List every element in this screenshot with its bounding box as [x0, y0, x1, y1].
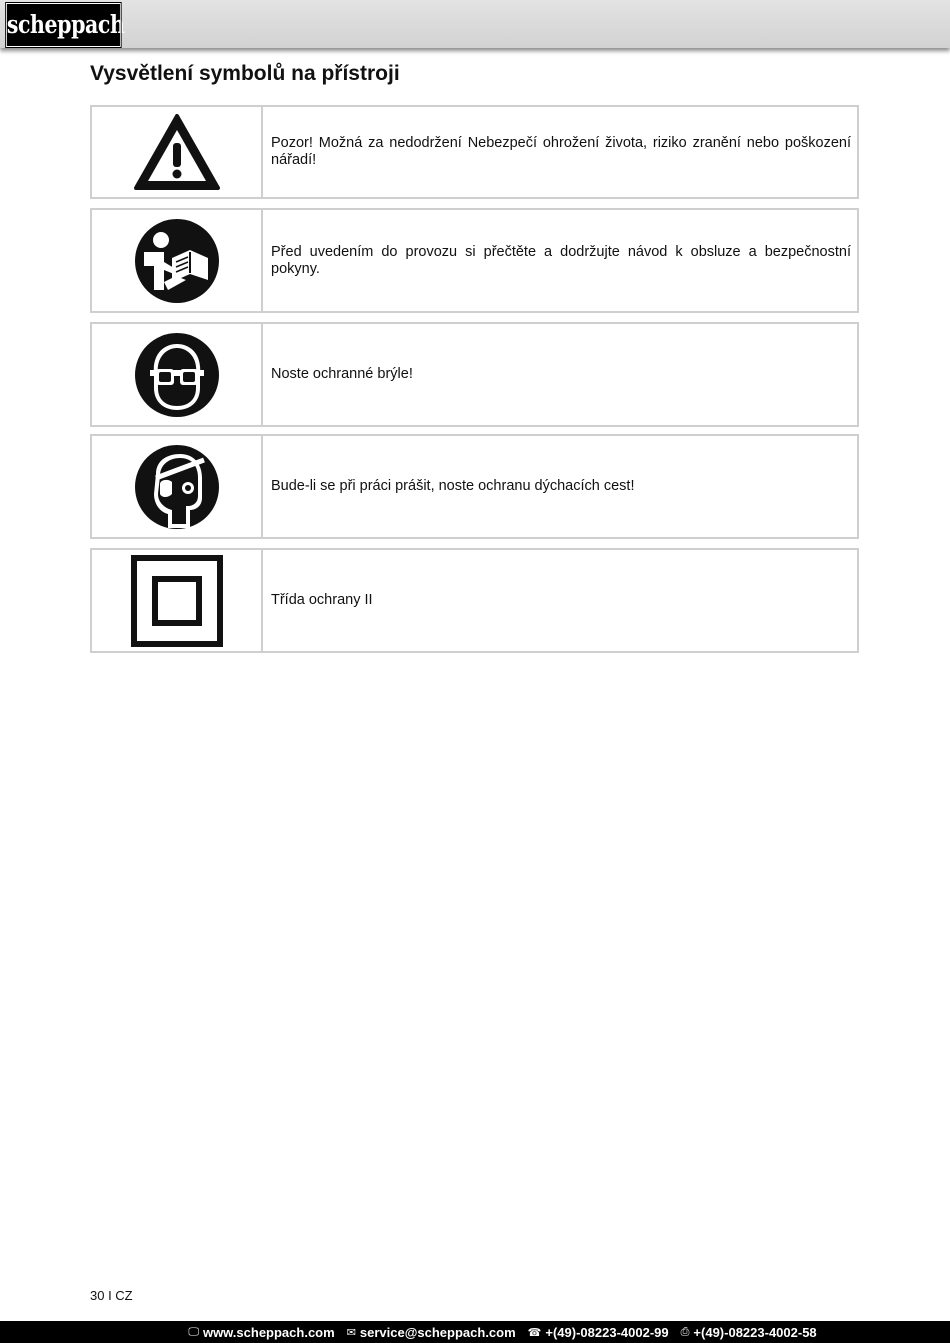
respiratory-mask-icon — [134, 444, 220, 530]
symbol-description: Pozor! Možná za nedodržení Nebezpečí ohrožení života, riziko zranění nebo poškození nářadí! — [271, 135, 851, 168]
symbol-description: Třída ochrany II — [271, 592, 373, 608]
footer-email-link[interactable]: service@scheppach.com — [359, 1324, 516, 1340]
telephone-icon: ☎ — [527, 1326, 542, 1339]
symbol-description: Bude-li se při práci prášit, noste ochranu dýchacích cest! — [271, 478, 635, 494]
symbol-cell — [92, 324, 263, 425]
header-band — [0, 0, 950, 48]
symbol-row-protection-class — [90, 548, 859, 653]
footer-phone-number: +(49)-08223-4002-99 — [545, 1324, 669, 1340]
symbol-description: Před uvedením do provozu si přečtěte a dodržujte návod k obsluze a bezpečnostní pokyny. — [271, 243, 851, 277]
computer-icon: 🖵 — [188, 1325, 199, 1338]
footer-web[interactable] — [188, 1325, 334, 1340]
footer-web-link[interactable]: www.scheppach.com — [202, 1324, 335, 1340]
symbol-row-manual — [90, 208, 859, 313]
fax-icon: ⎙ — [680, 1325, 690, 1338]
symbol-cell — [92, 107, 263, 197]
page-number: 30 I CZ — [90, 1288, 133, 1303]
footer-email[interactable] — [347, 1325, 516, 1340]
symbol-cell — [92, 210, 263, 311]
symbol-row-goggles — [90, 322, 859, 427]
scheppach-logo: scheppach — [6, 3, 121, 47]
protection-class-2-icon — [131, 555, 223, 647]
symbol-cell — [92, 550, 263, 651]
symbol-description: Noste ochranné brýle! — [271, 366, 413, 382]
warning-triangle-icon — [132, 112, 222, 192]
envelope-icon: ✉ — [346, 1326, 356, 1339]
footer-fax-number: +(49)-08223-4002-58 — [693, 1324, 817, 1340]
page-title: Vysvětlení symbolů na přístroji — [90, 62, 400, 85]
safety-goggles-icon — [134, 332, 220, 418]
footer-phone — [528, 1325, 669, 1340]
symbol-row-respiratory — [90, 434, 859, 539]
symbol-cell — [92, 436, 263, 537]
footer-fax — [681, 1325, 817, 1340]
read-manual-icon — [134, 218, 220, 304]
symbol-row-warning — [90, 105, 859, 199]
footer-bar — [0, 1321, 950, 1343]
